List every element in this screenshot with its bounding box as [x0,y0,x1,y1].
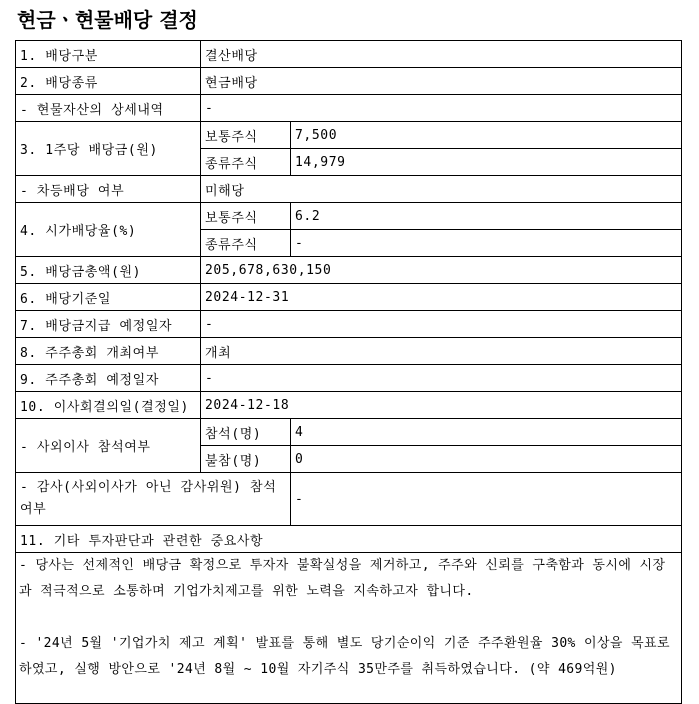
row-label: 11. 기타 투자판단과 관련한 중요사항 [16,526,682,553]
table-row [16,284,682,311]
row-value: - [201,95,682,122]
note-paragraph: - 당사는 선제적인 배당금 확정으로 투자자 불확실성을 제거하고, 주주와 신뢰를 구축함과 동시에 시장과 적극적으로 소통하며 기업가치제고를 위한 노력을 지속하고자 합니다. [19,558,666,599]
row-value: 6.2 [291,203,682,230]
row-label: 9. 주주총회 예정일자 [16,365,201,392]
row-label: 1. 배당구분 [16,41,201,68]
table-row [16,257,682,284]
row-label: 2. 배당종류 [16,68,201,95]
table-row [16,419,682,446]
sub-label: 불참(명) [201,446,291,473]
table-row [16,473,682,526]
row-label: 5. 배당금총액(원) [16,257,201,284]
table-row [16,68,682,95]
page-title: 현금ㆍ현물배당 결정 [17,8,198,32]
table-row [16,311,682,338]
row-value: 미해당 [201,176,682,203]
row-value: 2024-12-18 [201,392,682,419]
sub-label: 보통주식 [201,203,291,230]
sub-label: 보통주식 [201,122,291,149]
row-label: 10. 이사회결의일(결정일) [16,392,201,419]
table-row [16,392,682,419]
row-label: - 현물자산의 상세내역 [16,95,201,122]
row-value: 현금배당 [201,68,682,95]
row-value: - [291,473,682,526]
table-row [16,176,682,203]
row-value: 4 [291,419,682,446]
row-value: 205,678,630,150 [201,257,682,284]
row-value: - [201,365,682,392]
table-row [16,203,682,230]
row-label: - 차등배당 여부 [16,176,201,203]
row-label: 8. 주주총회 개최여부 [16,338,201,365]
row-label: 4. 시가배당율(%) [16,203,201,257]
row-value: 0 [291,446,682,473]
dividend-decision-table [15,40,682,704]
table-row [16,526,682,553]
table-row [16,338,682,365]
row-label: 3. 1주당 배당금(원) [16,122,201,176]
row-label: 6. 배당기준일 [16,284,201,311]
table-row [16,122,682,149]
row-value: 14,979 [291,149,682,176]
row-value: 개최 [201,338,682,365]
row-value: 결산배당 [201,41,682,68]
row-label: 7. 배당금지급 예정일자 [16,311,201,338]
row-value: - [291,230,682,257]
row-value: 2024-12-31 [201,284,682,311]
table-row [16,553,682,704]
sub-label: 종류주식 [201,230,291,257]
table-row [16,41,682,68]
table-row [16,365,682,392]
row-value: 7,500 [291,122,682,149]
note-paragraph: - '24년 5월 '기업가치 제고 계획' 발표를 통해 별도 당기순이익 기준 주주환원율 30% 이상을 목표로 하였고, 실행 방안으로 '24년 8월 ~ 10월 자기주식 35만주를 취득하였습니다. (약 469억원) [19,636,670,677]
row-value: - [201,311,682,338]
sub-label: 참석(명) [201,419,291,446]
row-label: - 감사(사외이사가 아닌 감사위원) 참석여부 [16,473,291,526]
notes-cell [16,553,682,704]
table-row [16,95,682,122]
row-label: - 사외이사 참석여부 [16,419,201,473]
sub-label: 종류주식 [201,149,291,176]
